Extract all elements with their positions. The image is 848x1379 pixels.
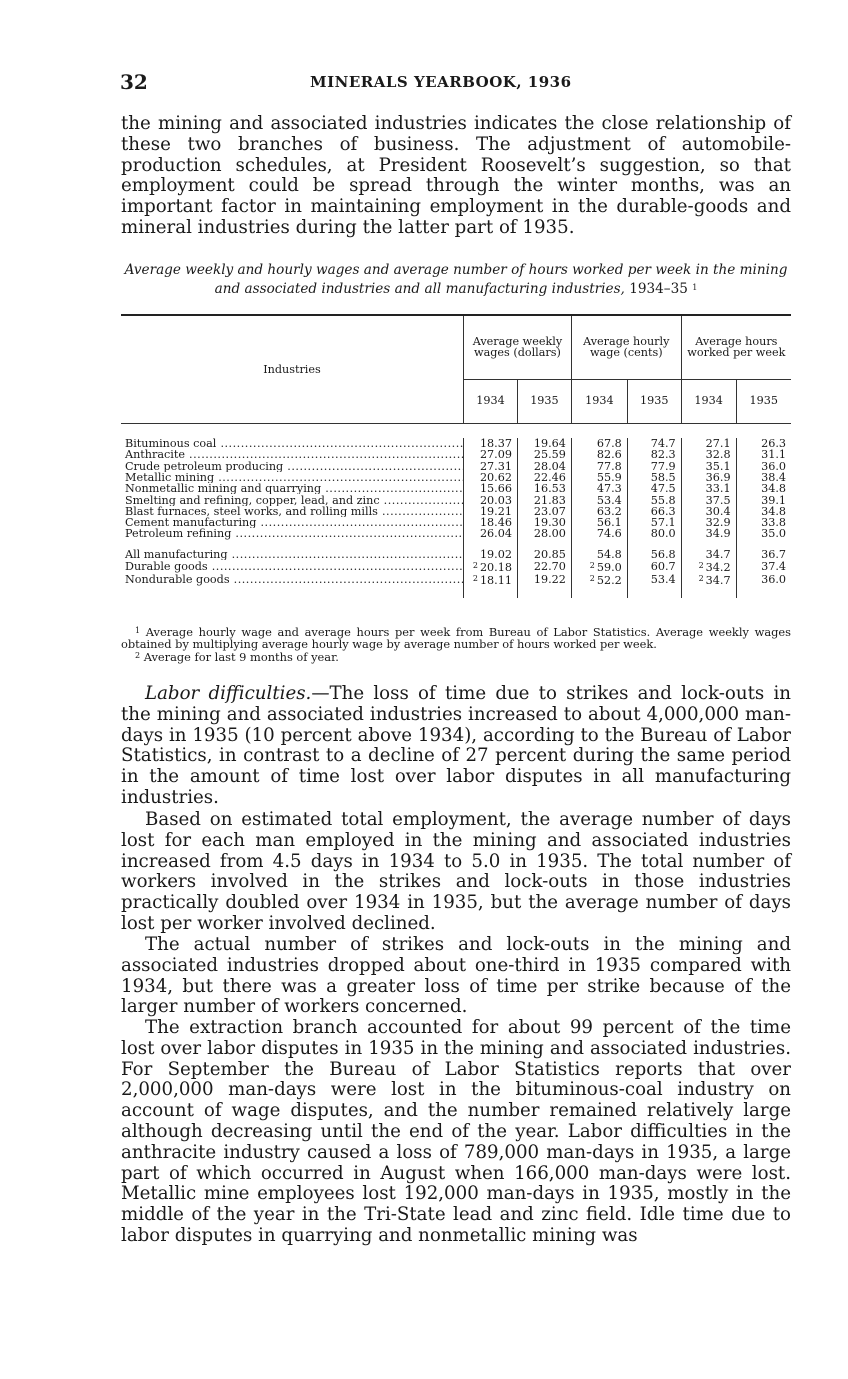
table-footnotes [121, 625, 791, 664]
value-cell: 33.1 [681, 483, 736, 494]
value-cell: 82.6 [571, 449, 627, 460]
value-cell: 30.4 [681, 506, 736, 517]
value-cell: 16.53 [517, 483, 571, 494]
value-cell: 34.7 [681, 549, 736, 560]
value-cell: 82.3 [627, 449, 681, 460]
value-cell: 56.8 [627, 549, 681, 560]
value-cell: 32.8 [681, 449, 736, 460]
table-row [121, 517, 791, 528]
running-title: MINERALS YEARBOOK, 1936 [310, 73, 572, 91]
value-cell: 20.85 [517, 549, 571, 560]
industry-name: Anthracite ..... [121, 449, 464, 460]
value-cell: 27.1 [681, 438, 736, 449]
value-cell: 15.66 [464, 483, 518, 494]
value-cell: 54.8 [571, 549, 627, 560]
value-cell: 34.9 [681, 528, 736, 539]
labor-difficulties-paragraph: Labor difficulties.—The loss of time due to strikes and lock-outs in the mining and associated industries increased to about 4,000,000 man-days in 1935 (10 percent above 1934), according to the Bureau of Labor Statistics, in contrast to a decline of 27 percent during the same period in the amount of time lost over labor disputes in all manufacturing industries. [121, 683, 791, 808]
table-row [121, 573, 791, 586]
value-cell: 22.46 [517, 472, 571, 483]
year-header: 1935 [517, 379, 571, 423]
industry-name: Metallic mining ..... [121, 472, 464, 483]
value-cell: 27.09 [464, 449, 518, 460]
value-cell: 28.04 [517, 461, 571, 472]
value-cell: 33.8 [736, 517, 791, 528]
value-cell: 55.8 [627, 494, 681, 505]
value-cell: 74.6 [571, 528, 627, 539]
year-header: 1934 [464, 379, 518, 423]
table-caption: Average weekly and hourly wages and average number of hours worked per week in the mining and associated industries and all manufacturing industries, 1934–35 $^1$ [124, 262, 788, 297]
value-cell: 19.22 [517, 573, 571, 586]
page-header [120, 70, 788, 96]
value-cell: 34.8 [736, 506, 791, 517]
labor-paragraph-3: The actual number of strikes and lock-outs in the mining and associated industries dropped about one-third in 1935 compared with 1934, but there was a greater loss of time per strike because of the larger number of workers concerned. [121, 934, 791, 1018]
year-header: 1934 [681, 379, 736, 423]
value-cell: 26.3 [736, 438, 791, 449]
value-cell: 36.0 [736, 573, 791, 586]
page-number: 32 [120, 70, 148, 94]
value-cell: 63.2 [571, 506, 627, 517]
value-cell: 31.1 [736, 449, 791, 460]
labor-paragraph-2: Based on estimated total employment, the average number of days lost for each man employed in the mining and associated industries increased from 4.5 days in 1934 to 5.0 in 1935. The total number of workers involved in the strikes and lock-outs in those industries practically doubled over 1934 in 1935, but the average number of days lost per worker involved declined. [121, 809, 791, 934]
value-cell: 35.1 [681, 461, 736, 472]
table-row [121, 461, 791, 472]
table-row [121, 494, 791, 505]
table-row [121, 472, 791, 483]
value-cell: 19.64 [517, 438, 571, 449]
industry-name: Bituminous coal ..... [121, 438, 464, 449]
value-cell: 20.03 [464, 494, 518, 505]
value-cell: 19.02 [464, 549, 518, 560]
stub-header: Industries [121, 315, 464, 423]
industry-name: Crude petroleum producing ..... [121, 461, 464, 472]
table-row [121, 483, 791, 494]
value-cell: $^2$ 52.2 [571, 573, 627, 586]
value-cell: 77.9 [627, 461, 681, 472]
industry-name: Petroleum refining ..... [121, 528, 464, 539]
value-cell: 67.8 [571, 438, 627, 449]
value-cell: 39.1 [736, 494, 791, 505]
industry-name: Durable goods ..... [121, 560, 464, 573]
value-cell: 47.5 [627, 483, 681, 494]
value-cell: 74.7 [627, 438, 681, 449]
value-cell: 34.8 [736, 483, 791, 494]
value-cell: 28.00 [517, 528, 571, 539]
value-cell: 26.04 [464, 528, 518, 539]
value-cell: 36.0 [736, 461, 791, 472]
value-cell: 25.59 [517, 449, 571, 460]
value-cell: 23.07 [517, 506, 571, 517]
value-cell: 36.9 [681, 472, 736, 483]
industry-name: Smelting and refining, copper, lead, and zinc ..... [121, 494, 464, 505]
value-cell: $^2$ 59.0 [571, 560, 627, 573]
value-cell: 66.3 [627, 506, 681, 517]
group-header-hourly-wage: Average hourly wage (cents) [571, 315, 681, 379]
table-row [121, 528, 791, 539]
group-header-weekly-wages: Average weekly wages (dollars) [464, 315, 572, 379]
value-cell: 19.21 [464, 506, 518, 517]
value-cell: $^2$ 34.7 [681, 573, 736, 586]
wages-table [121, 314, 791, 598]
value-cell: 19.30 [517, 517, 571, 528]
labor-paragraph-4: The extraction branch accounted for about 99 percent of the time lost over labor disputes in 1935 in the mining and associated industries. For September the Bureau of Labor Statistics reports that over 2,000,000 man-days were lost in the bituminous-coal industry on account of wage disputes, and the number remained relatively large although decreasing until the end of the year. Labor difficulties in the anthracite industry caused a loss of 789,000 man-days in 1935, a large part of which occurred in August when 166,000 man-days were lost. Metallic mine employees lost 192,000 man-days in 1935, mostly in the middle of the year in the Tri-State lead and zinc field. Idle time due to labor disputes in quarrying and nonmetallic mining was [121, 1017, 791, 1246]
value-cell: 35.0 [736, 528, 791, 539]
intro-paragraph: the mining and associated industries indicates the close relationship of these two branches of business. The adjustment of automobile-production schedules, at President Roosevelt’s suggestion, so that employment could be spread through the winter months, was an important factor in maintaining employment in the durable-goods and mineral industries during the latter part of 1935. [121, 113, 791, 238]
industry-name: Nonmetallic mining and quarrying ..... [121, 483, 464, 494]
value-cell: 53.4 [571, 494, 627, 505]
value-cell: $^2$ 20.18 [464, 560, 518, 573]
value-cell: $^2$ 18.11 [464, 573, 518, 586]
value-cell: 53.4 [627, 573, 681, 586]
value-cell: 37.5 [681, 494, 736, 505]
value-cell: 60.7 [627, 560, 681, 573]
group-header-hours-worked: Average hours worked per week [681, 315, 791, 379]
value-cell: 21.83 [517, 494, 571, 505]
industry-name: Blast furnaces, steel works, and rolling mills ..... [121, 506, 464, 517]
year-header: 1935 [736, 379, 791, 423]
industry-name: Nondurable goods ..... [121, 573, 464, 586]
value-cell: 22.70 [517, 560, 571, 573]
value-cell: 57.1 [627, 517, 681, 528]
industry-name: Cement manufacturing ..... [121, 517, 464, 528]
footnote: $^2$ Average for last 9 months of year. [135, 650, 339, 665]
value-cell: 56.1 [571, 517, 627, 528]
value-cell: 32.9 [681, 517, 736, 528]
table-row [121, 449, 791, 460]
value-cell: 38.4 [736, 472, 791, 483]
value-cell: 37.4 [736, 560, 791, 573]
value-cell: 20.62 [464, 472, 518, 483]
value-cell: 58.5 [627, 472, 681, 483]
value-cell: 27.31 [464, 461, 518, 472]
table-row [121, 438, 791, 449]
table-row [121, 560, 791, 573]
value-cell: 36.7 [736, 549, 791, 560]
year-header: 1935 [627, 379, 681, 423]
value-cell: 18.37 [464, 438, 518, 449]
industry-name: All manufacturing ..... [121, 549, 464, 560]
value-cell: 18.46 [464, 517, 518, 528]
value-cell: 47.3 [571, 483, 627, 494]
value-cell: 77.8 [571, 461, 627, 472]
value-cell: $^2$ 34.2 [681, 560, 736, 573]
table-row [121, 549, 791, 560]
footnote: $^1$ Average hourly wage and average hours per week from Bureau of Labor Statistics. Average weekly wages obtained by multiplying average hourly wage by average number of hours worked per week. [121, 625, 791, 652]
section-heading: Labor difficulties. [145, 683, 312, 704]
year-header: 1934 [571, 379, 627, 423]
value-cell: 55.9 [571, 472, 627, 483]
table-row [121, 506, 791, 517]
value-cell: 80.0 [627, 528, 681, 539]
